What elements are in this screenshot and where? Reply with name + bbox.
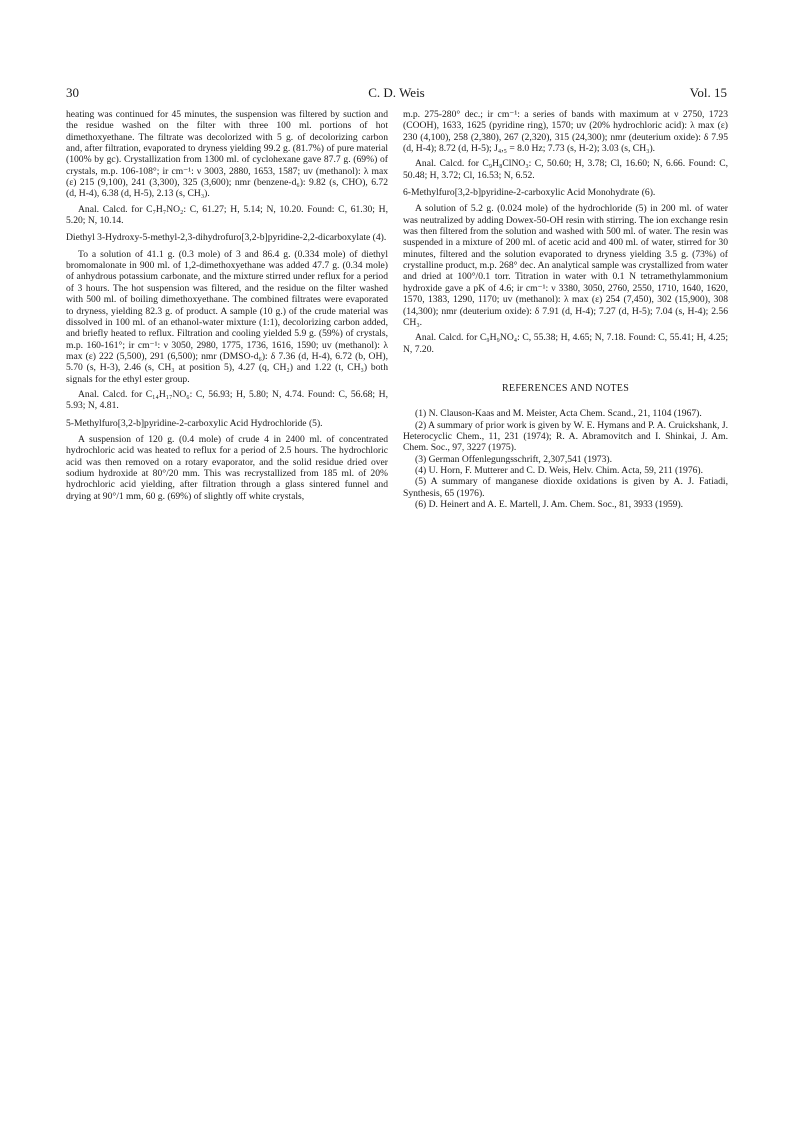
section-heading: 5-Methylfuro[3,2-b]pyridine-2-carboxylic Acid Hydrochloride (5). — [66, 417, 323, 429]
right-column — [403, 109, 728, 510]
reference-item: (1) N. Clauson-Kaas and M. Meister, Acta Chem. Scand., 21, 1104 (1967). — [415, 408, 702, 420]
section-heading: Diethyl 3-Hydroxy-5-methyl-2,3-dihydrofuro[3,2-b]pyridine-2,2-dicarboxylate (4). — [66, 232, 387, 244]
references-heading: REFERENCES AND NOTES — [501, 382, 630, 394]
body-paragraph: A solution of 5.2 g. (0.024 mole) of the hydrochloride (5) in 200 ml. of water was neutralized by adding Dowex-50-OH resin with stirring. The ion exchange resin was then filtered from the solution and washed with 500 ml. of water. The resin was suspended in a mixture of 200 ml. of acetic acid and 400 ml. of water, stirred for 30 minutes, filtered and the solution evaporated to dryness yielding 3.5 g. (73%) of crystalline product, m.p. 268° dec. An analytical sample was crystallized from water and dried at 100°/0.1 torr. Titration in water with 0.1 N tetramethylammonium hydroxide gave a pK of 4.6; ir cm⁻¹: ν 3380, 3050, 2760, 2550, 1710, 1640, 1620, 1570, 1383, 1290, 1170; uv (methanol): λ max (ε) 254 (7,450), 302 (15,900), 308 (14,300); nmr (deuterium oxide): δ 7.91 (d, H-4); 7.27 (d, H-5); 7.04 (s, H-4); 2.56 CH₃. — [403, 203, 728, 328]
continued-paragraph: heating was continued for 45 minutes, the suspension was filtered by suction and the residue washed on the filter with three 100 ml. portions of hot dimethoxyethane. The filtrate was decolorized with 5 g. of decolorizing carbon and, after filtration, evaporated to dryness yielding 99.2 g. (81.7%) of pure material (100% by gc). Crystallization from 1300 ml. of cyclohexane gave 87.7 g. (69%) of crystals, m.p. 106-108°; ir cm⁻¹: ν 3003, 2880, 1653, 1587; uv (methanol): λ max (ε) 215 (9,100), 241 (3,300), 325 (3,600); nmr (benzene-d₆): 9.82 (s, CHO), 6.72 (d, H-4), 6.38 (d, H-5), 2.13 (s, CH₃). — [66, 109, 388, 200]
reference-list — [403, 408, 728, 510]
analysis-line: Anal. Calcd. for C₉H₈ClNO₃: C, 50.60; H, 3.78; Cl, 16.60; N, 6.66. Found: C, 50.48; H, 3.72; Cl, 16.53; N, 6.52. — [403, 158, 728, 181]
reference-item: (2) A summary of prior work is given by W. E. Hymans and P. A. Cruickshank, J. Heterocyclic Chem., 11, 231 (1974); R. A. Abramovitch and I. Shinkai, J. Am. Chem. Soc., 97, 3227 (1975). — [403, 419, 728, 454]
page-number: 30 — [66, 85, 79, 100]
analysis-line: Anal. Calcd. for C₇H₇NO₂: C, 61.27; H, 5.14; N, 10.20. Found: C, 61.30; H, 5.20; N, 10.14. — [66, 203, 388, 227]
reference-item: (6) D. Heinert and A. E. Martell, J. Am. Chem. Soc., 81, 3933 (1959). — [415, 498, 684, 510]
reference-item: (3) German Offenlegungsschrift, 2,307,541 (1973). — [415, 453, 612, 465]
reference-item: (4) U. Horn, F. Mutterer and C. D. Weis, Helv. Chim. Acta, 59, 211 (1976). — [415, 464, 704, 476]
body-paragraph: A suspension of 120 g. (0.4 mole) of crude 4 in 2400 ml. of concentrated hydrochloric acid was heated to reflux for a period of 2.5 hours. The hydrochloric acid was then removed on a rotary evaporator, and the solid residue dried over sodium hydroxide at 80°/20 mm. This was recrystallized from 185 ml. of 20% hydrochloric acid yielding, after filtration through a glass sintered funnel and drying at 90°/1 mm, 60 g. (69%) of slightly off white crystals, — [66, 433, 388, 502]
page-header — [66, 85, 727, 101]
volume-label: Vol. 15 — [689, 85, 727, 100]
continued-paragraph: m.p. 275-280° dec.; ir cm⁻¹: a series of bands with maximum at ν 2750, 1723 (COOH), 1633, 1625 (pyridine ring), 1570; uv (20% hydrochloric acid): λ max (ε) 230 (4,100), 258 (2,380), 267 (2,320), 315 (24,300); nmr (deuterium oxide): δ 7.95 (d, H-4); 8.72 (d, H-5); J₄,₅ = 8.0 Hz; 7.73 (s, H-2); 3.03 (s, CH₃). — [403, 109, 728, 155]
running-author: C. D. Weis — [368, 85, 425, 100]
section-heading: 6-Methylfuro[3,2-b]pyridine-2-carboxylic Acid Monohydrate (6). — [403, 187, 656, 199]
reference-item: (5) A summary of manganese dioxide oxidations is given by A. J. Fatiadi, Synthesis, 65 (1976). — [403, 476, 728, 499]
analysis-line: Anal. Calcd. for C₉H₉NO₄: C, 55.38; H, 4.65; N, 7.18. Found: C, 55.41; H, 4.25; N, 7.20. — [403, 332, 728, 355]
analysis-line: Anal. Calcd. for C₁₄H₁₇NO₆: C, 56.93; H, 5.80; N, 4.74. Found: C, 56.68; H, 5.93; N, 4.81. — [66, 388, 388, 412]
body-paragraph: To a solution of 41.1 g. (0.3 mole) of 3 and 86.4 g. (0.334 mole) of diethyl bromomalonate in 900 ml. of 1,2-dimethoxyethane was added 47.7 g. (0.34 mole) of anhydrous potassium carbonate, and the mixture stirred under reflux for a period of 3 hours. The hot suspension was filtered, and the residue on the filter washed with 500 ml. of boiling dimethoxyethane. The combined filtrates were evaporated to dryness, yielding 82.3 g. of product. A sample (10 g.) of the crude material was dissolved in 100 ml. of an ethanol-water mixture (1:1), decolorizing carbon added, and briefly heated to reflux. Filtration and cooling yielded 5.9 g. (59%) of crystals, m.p. 160-161°; ir cm⁻¹: ν 3050, 2980, 1775, 1736, 1616, 1590; uv (methanol): λ max (ε) 222 (5,500), 291 (6,500); nmr (DMSO-d₆): δ 7.36 (d, H-4), 6.72 (b, OH), 5.70 (s, H-3), 2.46 (s, CH₃ at position 5), 4.27 (q, CH₂) and 1.22 (t, CH₃) both signals for the ethyl ester group. — [66, 248, 388, 385]
left-column — [66, 109, 388, 502]
